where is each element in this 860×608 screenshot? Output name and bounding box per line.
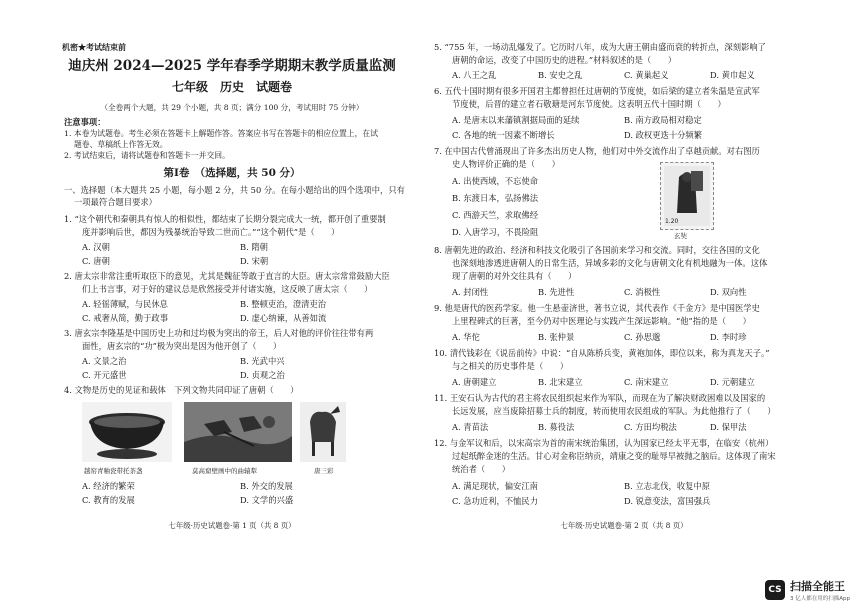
question-7-stem-cont: 史人物评价正确的是（ ） [452,159,560,169]
camscanner-logo-icon: CS [765,580,785,600]
stamp-caption: 玄奘 [674,232,687,240]
question-10-option-d[interactable]: D. 元朝建立 [710,377,755,387]
question-3-stem-cont: 面性，唐玄宗的“功”极为突出是因为他开创了（ ） [82,341,282,351]
question-11-option-d[interactable]: D. 保甲法 [710,422,747,432]
question-11-option-a[interactable]: A. 青苗法 [452,422,489,432]
question-10-stem-cont: 与之相关的历史事件是（ ） [452,361,569,371]
question-8-option-b[interactable]: B. 先进性 [538,287,575,297]
question-3-option-b[interactable]: B. 光武中兴 [240,356,285,366]
question-3-option-c[interactable]: C. 开元盛世 [82,370,127,380]
question-1-option-c[interactable]: C. 唐朝 [82,256,110,266]
section-1-intro-cont: 一项最符合题目要求） [74,197,157,207]
question-9-stem-cont: 上里程碑式的巨著，至今仍对中医理论与实践产生深远影响。“他”指的是（ ） [452,316,751,326]
question-8-option-d[interactable]: D. 双向性 [710,287,747,297]
confidential-label: 机密★考试结束前 [62,42,126,52]
camscanner-tagline: 3 亿人都在用的扫描App [790,596,850,602]
question-1-stem-cont: 度并影响后世，都因为残暴统治导致二世而亡。”“这个朝代”是（ ） [82,227,340,237]
question-1-option-b[interactable]: B. 隋朝 [240,242,268,252]
question-10-stem: 10. 清代钱彩在《说岳前传》中说：“自从陈桥兵变，黄袍加体，即位以来，称为真龙天子。” [434,348,770,358]
question-3-option-d[interactable]: D. 贞观之治 [240,370,285,380]
question-2-option-c[interactable]: C. 戒奢从简，勤于政事 [82,313,168,323]
question-12-stem: 12. 与金军议和后，以宋高宗为首的南宋统治集团，认为国家已经太平无事，在临安（杭州） [434,438,774,448]
question-12-option-a[interactable]: A. 满足现状，偏安江南 [452,481,538,491]
question-6-option-b[interactable]: B. 南方政局相对稳定 [624,115,702,125]
question-5-stem-cont: 唐朝的命运，改变了中国历史的进程。”材料叙述的是（ ） [452,55,677,65]
page-2-footer: 七年级·历史试题卷·第 2 页（共 8 页） [560,521,688,530]
question-1-option-a[interactable]: A. 汉朝 [82,242,110,252]
question-5-stem: 5. “755 年，一场动乱爆发了。它历时八年，成为大唐王朝由盛而衰的转折点，深刻影响了 [434,42,766,52]
question-5-option-d[interactable]: D. 黄巾起义 [710,70,755,80]
question-2-option-b[interactable]: B. 整顿吏治，澄清吏治 [240,299,327,309]
question-11-option-b[interactable]: B. 募役法 [538,422,575,432]
question-7-option-c[interactable]: C. 西游天竺，求取佛经 [452,210,538,220]
question-5-option-b[interactable]: B. 安史之乱 [538,70,583,80]
question-2-option-d[interactable]: D. 虚心纳谏，从善如流 [240,313,327,323]
question-11-stem: 11. 王安石认为古代的君主将农民组织起来作为军队，而现在为了解决财政困难以及国家的 [434,393,766,403]
question-12-stem-cont: 过起纸醉金迷的生活。甘心对金称臣纳贡，靖康之变的耻辱早被抛之脑后。这体现了南宋 [452,451,776,461]
question-8-stem-cont-2: 现了唐朝的对外交往具有（ ） [452,271,577,281]
question-9-option-d[interactable]: D. 李时珍 [710,332,747,342]
question-10-option-c[interactable]: C. 南宋建立 [624,377,669,387]
question-9-option-b[interactable]: B. 张仲景 [538,332,575,342]
question-9-stem: 9. 他是唐代的医药学家。他一生悬壶济世，著书立说，其代表作《千金方》是中国医学史 [434,303,760,313]
question-6-stem: 6. 五代十国时期有很多开国君主都曾担任过唐朝的节度使，如后梁的建立者朱温是宣武军 [434,86,760,96]
question-2-option-a[interactable]: A. 轻徭薄赋，与民休息 [82,299,168,309]
notice-title: 注意事项： [64,117,106,127]
question-4-option-c[interactable]: C. 教育的发展 [82,495,135,505]
question-8-stem: 8. 唐朝先进的政治、经济和科技文化吸引了各国前来学习和交流。同时，交往各国的文化 [434,245,760,255]
question-4-option-a[interactable]: A. 经济的繁荣 [82,481,135,491]
question-12-option-d[interactable]: D. 锐意变法，富国强兵 [624,496,711,506]
notice-1-cont: 题卷、草稿纸上作答无效。 [74,140,168,149]
caption-tang-sancai: 唐三彩 [314,467,334,475]
question-7-stem: 7. 在中国古代曾涌现出了许多杰出历史人物，他们对中外交流作出了卓越贡献。对右图历 [434,146,760,156]
caption-tea-cup: 越窑青釉瓷带托茶盏 [84,467,143,475]
question-1-option-d[interactable]: D. 宋朝 [240,256,269,266]
exam-info: （全卷两个大题，共 29 个小题，共 8 页；满分 100 分，考试用时 75 分钟） [100,103,364,112]
xuanzang-stamp-image [660,162,714,230]
question-5-option-c[interactable]: C. 黄巢起义 [624,70,669,80]
question-6-option-a[interactable]: A. 是唐末以来藩镇割据局面的延续 [452,115,580,125]
question-6-stem-cont: 节度使，后晋的建立者石敬瑭是河东节度使。这表明五代十国时期（ ） [452,99,726,109]
exam-page-1 [56,38,408,590]
question-12-option-b[interactable]: B. 立志北伐，收复中原 [624,481,711,491]
question-9-option-c[interactable]: C. 孙思邈 [624,332,661,342]
question-8-option-a[interactable]: A. 封闭性 [452,287,489,297]
question-11-option-c[interactable]: C. 方田均税法 [624,422,677,432]
tang-sancai-image [300,402,346,462]
question-7-option-a[interactable]: A. 出使西域，不忘使命 [452,176,538,186]
mural-plough-image [184,402,292,462]
question-4-option-b[interactable]: B. 外交的发展 [240,481,293,491]
camscanner-watermark [765,578,850,602]
caption-plough-mural: 莫高窟壁画中的曲辕犁 [192,467,257,475]
question-12-stem-cont-2: 统治者（ ） [452,464,511,474]
question-2-stem: 2. 唐太宗非常注重听取臣下的意见，尤其是魏征等敢于直言的大臣。唐太宗常常鼓励大臣 [64,271,390,281]
stamp-value: 1.20 [665,218,679,225]
section-1-intro: 一、选择题（本大题共 25 小题，每小题 2 分，共 50 分。在每小题给出的四个选项中，只有 [64,185,405,195]
question-5-option-a[interactable]: A. 八王之乱 [452,70,497,80]
question-6-option-c[interactable]: C. 各地的统一因素不断增长 [452,130,555,140]
question-4-stem: 4. 文物是历史的见证和载体 下列文物共同印证了唐朝（ ） [64,385,299,395]
page-1-footer: 七年级·历史试题卷·第 1 页（共 8 页） [168,521,296,530]
question-6-option-d[interactable]: D. 政权更迭十分频繁 [624,130,703,140]
question-8-option-c[interactable]: C. 消极性 [624,287,661,297]
question-12-option-c[interactable]: C. 急功近利，不恤民力 [452,496,538,506]
exam-title: 迪庆州 2024—2025 学年春季学期期末教学质量监测 [68,58,396,74]
question-2-stem-cont: 们上书言事，对于好的建议总是欣然接受并付诸实施，这反映了唐太宗（ ） [82,284,373,294]
notice-2: 2. 考试结束后，请将试题卷和答题卡一并交回。 [64,151,230,160]
question-4-option-d[interactable]: D. 文学的兴盛 [240,495,294,505]
exam-subtitle: 七年级 历史 试题卷 [171,80,292,94]
question-3-option-a[interactable]: A. 文景之治 [82,356,127,366]
question-11-stem-cont: 长远发展，应当废除招募士兵的制度，转而使用农民组成的军队。为此他推行了（ ） [452,406,776,416]
tea-cup-artifact-image [82,402,172,462]
question-1-stem: 1. “这个朝代和秦朝具有惊人的相似性，都结束了长期分裂完成大一统，都开创了重要制 [64,214,386,224]
notice-1: 1. 本卷为试题卷。考生必须在答题卡上解题作答。答案应书写在答题卡的相应位置上，在试 [64,129,378,138]
question-8-stem-cont: 也深刻地渗透进唐朝人的日常生活，异域多彩的文化与唐朝文化有机地融为一体。这体 [452,258,768,268]
question-3-stem: 3. 唐玄宗李隆基是中国历史上功和过均极为突出的帝王，后人对他的评价往往带有两 [64,328,374,338]
question-9-option-a[interactable]: A. 华佗 [452,332,480,342]
question-10-option-a[interactable]: A. 唐朝建立 [452,377,497,387]
exam-page-2 [434,38,814,590]
camscanner-name: 扫描全能王 [790,580,845,593]
question-7-option-b[interactable]: B. 东渡日本，弘扬佛法 [452,193,539,203]
part-title: 第Ⅰ卷 （选择题，共 50 分） [163,167,301,179]
question-10-option-b[interactable]: B. 北宋建立 [538,377,583,387]
question-7-option-d[interactable]: D. 入唐学习，不畏险阻 [452,227,539,237]
